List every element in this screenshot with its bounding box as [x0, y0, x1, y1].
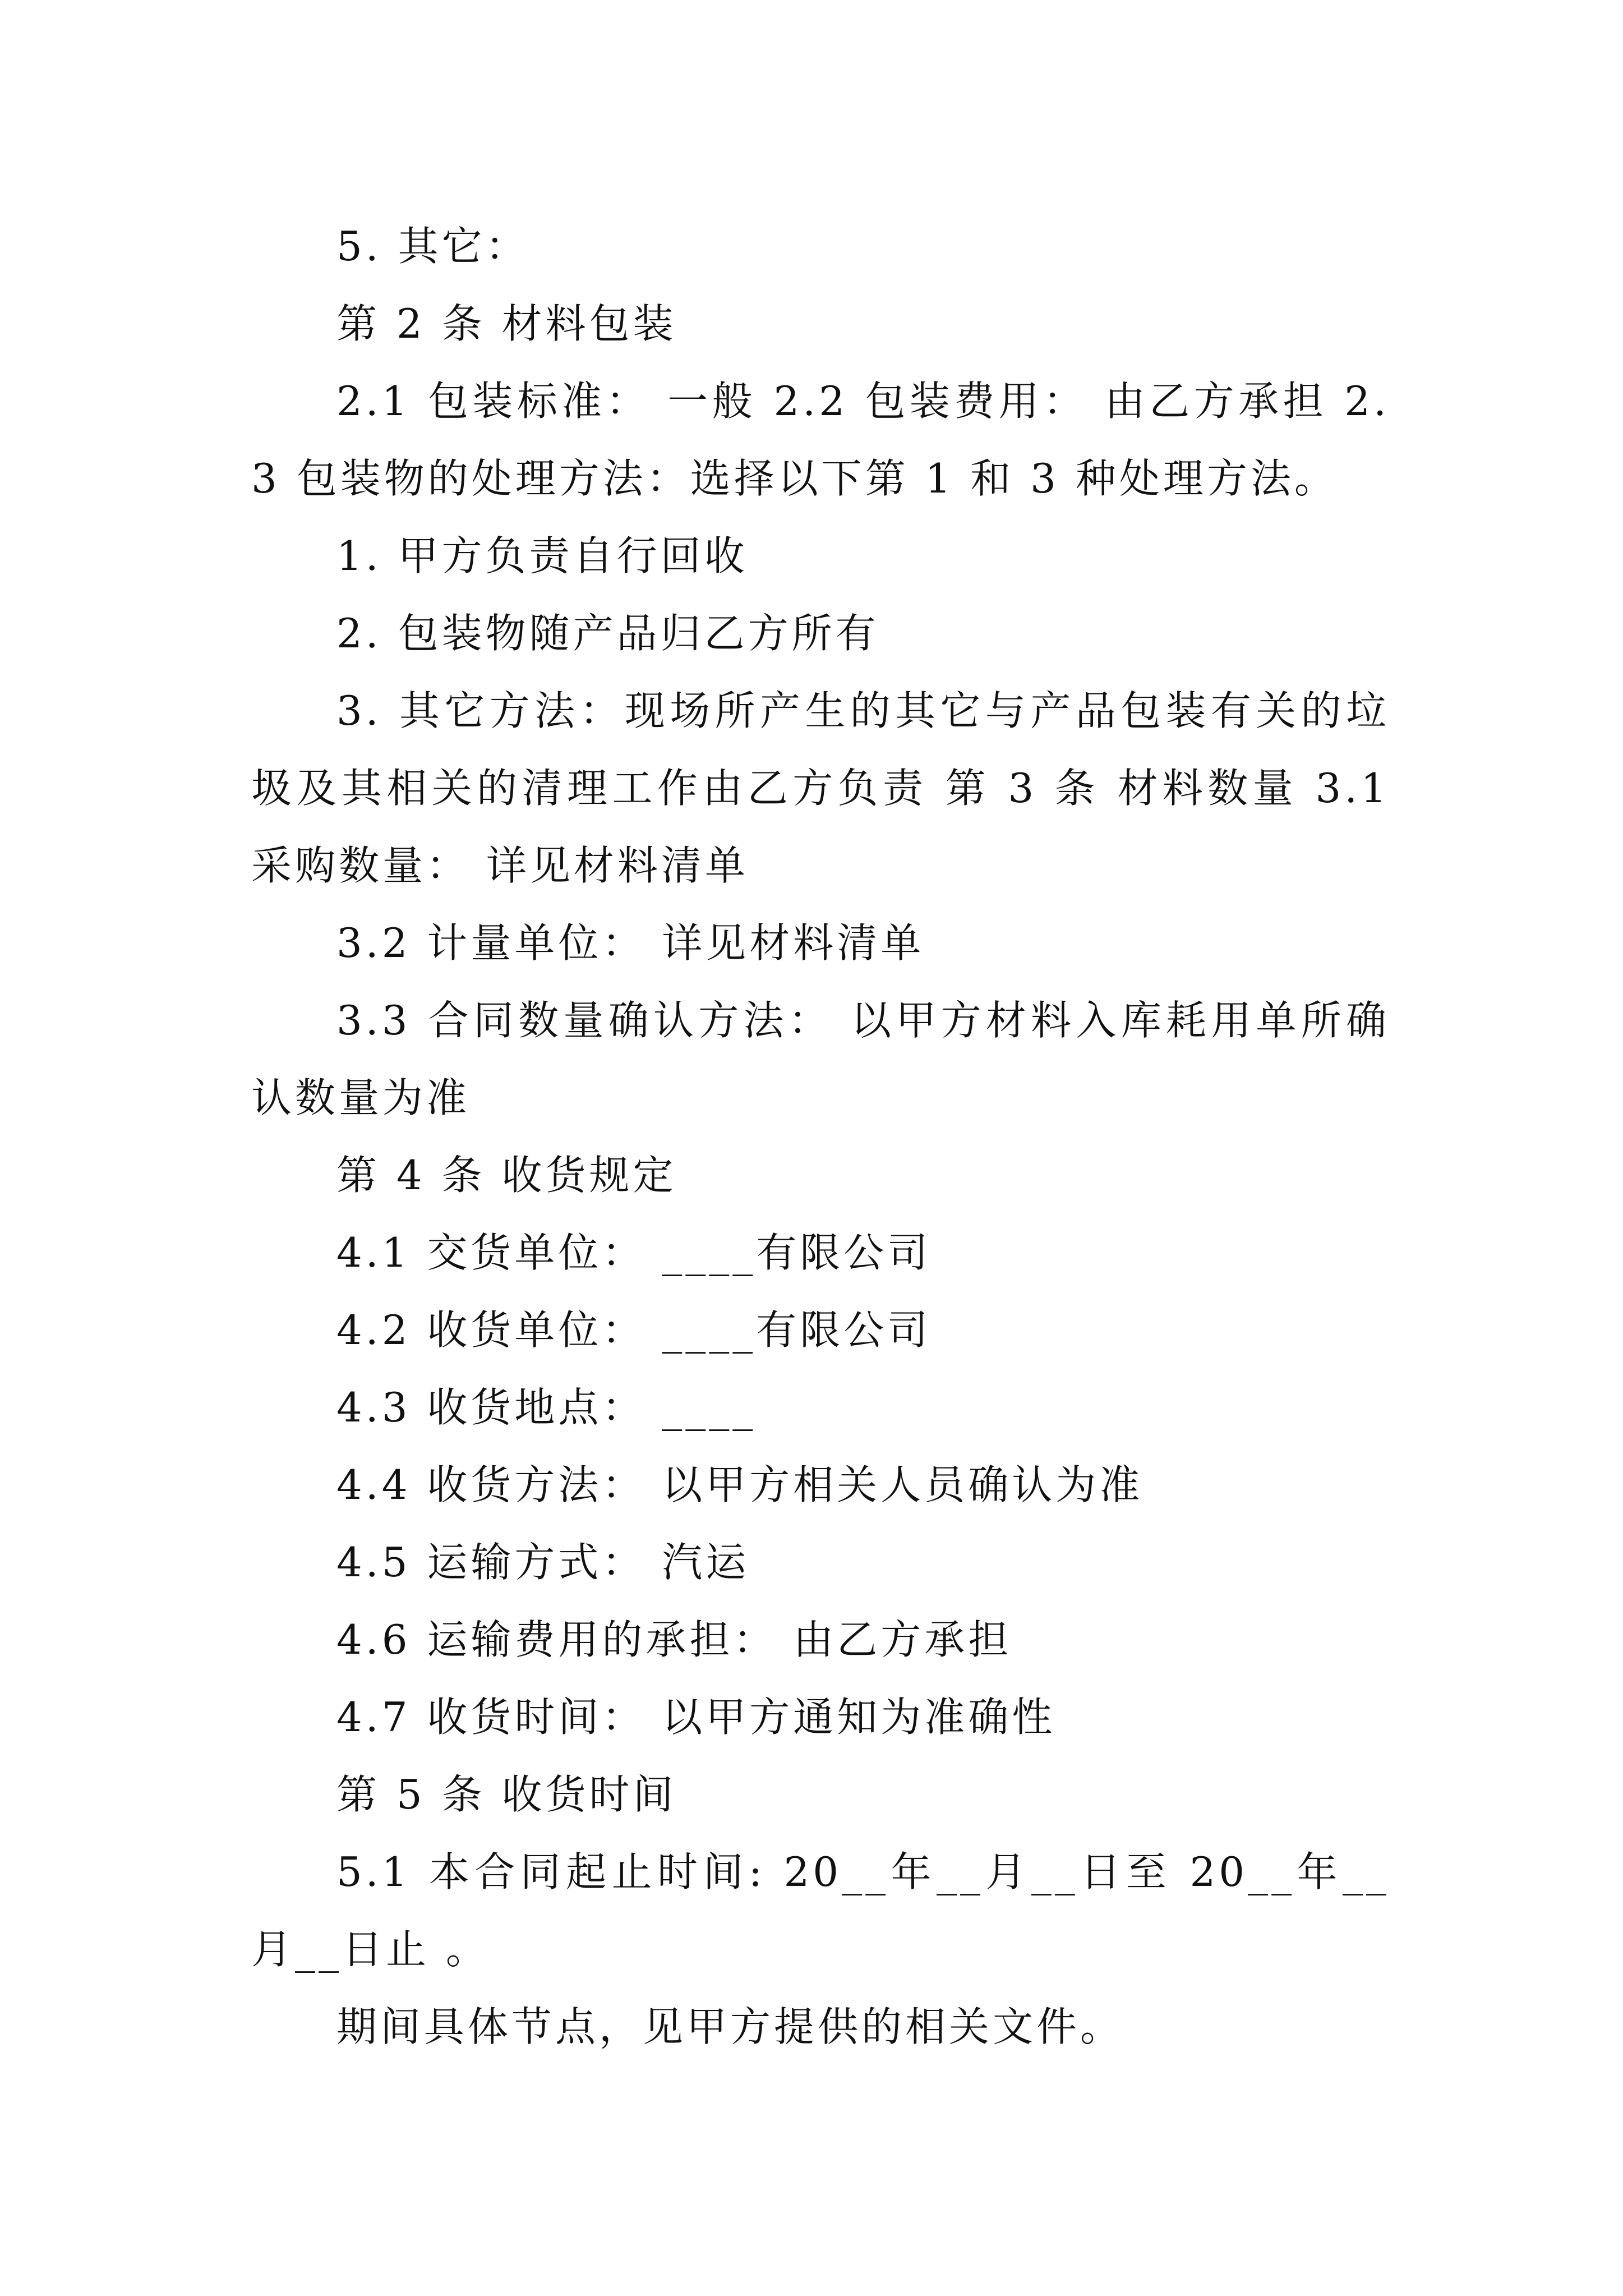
- paragraph-receiving-unit: 4.2 收货单位： ____有限公司: [336, 1306, 932, 1354]
- list-item-option-3: 3. 其它方法：现场所产生的其它与产品包装有关的垃圾及其相关的清理工作由乙方负责 第 3 条 材料数量 3.1 采购数量： 详见材料清单: [251, 687, 1406, 889]
- paragraph-milestones: 期间具体节点，见甲方提供的相关文件。: [336, 2003, 1124, 2050]
- list-item-option-2: 2. 包装物随产品归乙方所有: [336, 610, 879, 657]
- paragraph-transport-cost: 4.6 运输费用的承担： 由乙方承担: [336, 1616, 1012, 1663]
- paragraph-transport-mode: 4.5 运输方式： 汽运: [336, 1539, 750, 1586]
- paragraph-measurement-unit: 3.2 计量单位： 详见材料清单: [336, 919, 925, 967]
- paragraph-quantity-confirmation: 3.3 合同数量确认方法： 以甲方材料入库耗用单所确认数量为准: [251, 997, 1390, 1121]
- paragraph-contract-period: 5.1 本合同起止时间: 20__年__月__日至 20__年__月__日止 。: [251, 1848, 1390, 1973]
- paragraph-receiving-time: 4.7 收货时间： 以甲方通知为准确性: [336, 1694, 1056, 1741]
- list-item-option-1: 1. 甲方负责自行回收: [336, 532, 748, 579]
- document-body: [251, 208, 1406, 2065]
- section-heading-receiving-time: 第 5 条 收货时间: [336, 1771, 677, 1818]
- section-heading-packaging: 第 2 条 材料包装: [336, 300, 677, 347]
- paragraph-packaging-standard: 2.1 包装标准： 一般 2.2 包装费用： 由乙方承担 2.3 包装物的处理方法：选择以下第 1 和 3 种处理方法。: [251, 378, 1390, 502]
- paragraph-other: 5. 其它：: [336, 223, 529, 270]
- paragraph-receiving-location: 4.3 收货地点： ____: [336, 1384, 757, 1431]
- paragraph-delivery-unit: 4.1 交货单位： ____有限公司: [336, 1229, 932, 1276]
- section-heading-receiving: 第 4 条 收货规定: [336, 1152, 677, 1199]
- paragraph-receiving-method: 4.4 收货方法： 以甲方相关人员确认为准: [336, 1461, 1144, 1508]
